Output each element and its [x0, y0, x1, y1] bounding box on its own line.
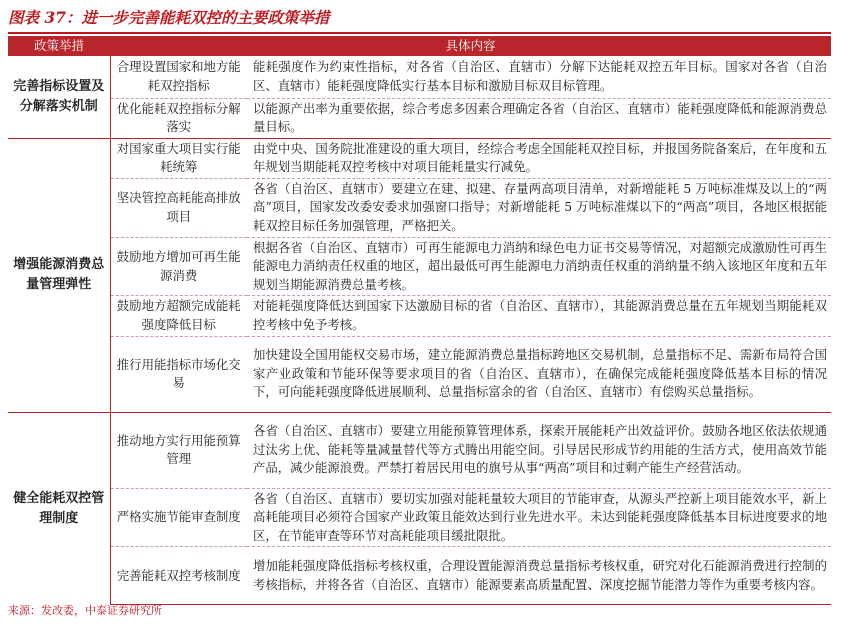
measure-cell: 鼓励地方增加可再生能源消费	[110, 237, 247, 296]
content-cell: 以能源产出率为重要依据，综合考虑多因素合理确定各省（自治区、直辖市）能耗强度降低和能源消费总量目标。	[247, 98, 831, 138]
source-note: 来源：发改委，中泰证券研究所	[8, 604, 162, 617]
table-row	[8, 178, 831, 237]
measure-cell: 对国家重大项目实行能耗统筹	[110, 138, 247, 178]
table-header-row	[8, 36, 831, 56]
measure-cell: 推动地方实行用能预算管理	[110, 412, 247, 488]
content-cell: 由党中央、国务院批准建设的重大项目，经综合考虑全国能耗双控目标，并报国务院备案后，在年度和五年规划当期能耗双控考核中对项目能耗量实行减免。	[247, 138, 831, 178]
policy-table	[8, 36, 831, 605]
content-cell: 各省（自治区、直辖市）要建立用能预算管理体系，探索开展能耗产出效益评价。鼓励各地区依法依规通过汰劣上优、能耗等量减量替代等方式腾出用能空间。引导居民形成节约用能的生活方式，使用高效节能产品，减少能源浪费。严禁打着居民用电的旗号从事“两高”项目和过剩产能生产经营活动。	[247, 412, 831, 488]
table-row	[8, 336, 831, 412]
measure-cell: 鼓励地方超额完成能耗强度降低目标	[110, 296, 247, 336]
category-cell: 健全能耗双控管理制度	[8, 412, 110, 605]
table-row	[8, 138, 831, 178]
header-content: 具体内容	[110, 36, 831, 56]
table-row	[8, 296, 831, 336]
table-row	[8, 237, 831, 296]
measure-cell: 完善能耗双控考核制度	[110, 547, 247, 605]
table-row	[8, 547, 831, 605]
chart-title: 图表 37：进一步完善能耗双控的主要政策举措	[8, 8, 330, 27]
content-cell: 增加能耗强度降低指标考核权重，合理设置能源消费总量指标考核权重，研究对化石能源消费进行控制的考核指标，并将各省（自治区、直辖市）能源要素高质量配置、深度挖掘节能潜力等作为重要考核内容。	[247, 547, 831, 605]
table-row	[8, 412, 831, 488]
table-row	[8, 56, 831, 98]
measure-cell: 坚决管控高耗能高排放项目	[110, 178, 247, 237]
measure-cell: 推行用能指标市场化交易	[110, 336, 247, 412]
table-row	[8, 98, 831, 138]
measure-cell: 优化能耗双控指标分解落实	[110, 98, 247, 138]
content-cell: 根据各省（自治区、直辖市）可再生能源电力消纳和绿色电力证书交易等情况，对超额完成激励性可再生能源电力消纳责任权重的地区，超出最低可再生能源电力消纳责任权重的消纳量不纳入该地区年度和五年规划当期能源消费总量考核。	[247, 237, 831, 296]
measure-cell: 合理设置国家和地方能耗双控指标	[110, 56, 247, 98]
header-measure: 政策举措	[8, 36, 110, 56]
measure-cell: 严格实施节能审查制度	[110, 488, 247, 547]
content-cell: 加快建设全国用能权交易市场，建立能源消费总量指标跨地区交易机制，总量指标不足、需新布局符合国家产业政策和节能环保等要求项目的省（自治区、直辖市），在确保完成能耗强度降低基本目标的情况下，可向能耗强度降低进展顺利、总量指标富余的省（自治区、直辖市）有偿购买总量指标。	[247, 336, 831, 412]
content-cell: 能耗强度作为约束性指标，对各省（自治区、直辖市）分解下达能耗双控五年目标。国家对各省（自治区、直辖市）能耗强度降低实行基本目标和激励目标双目标管理。	[253, 59, 828, 93]
category-cell: 完善指标设置及分解落实机制	[8, 56, 110, 138]
table-row	[8, 488, 831, 547]
content-cell: 各省（自治区、直辖市）要建立在建、拟建、存量两高项目清单，对新增能耗 5 万吨标准煤及以上的“两高”项目，国家发改委安委求加强窗口指导；对新增能耗 5 万吨标准煤以下的“两高”项目，各地区根据能耗双控目标任务加强管理，严格把关。	[247, 178, 831, 237]
title-divider	[8, 32, 831, 34]
content-cell: 对能耗强度降低达到国家下达激励目标的省（自治区、直辖市），其能源消费总量在五年规划当期能耗双控考核中免予考核。	[247, 296, 831, 336]
content-cell: 各省（自治区、直辖市）要切实加强对能耗量较大项目的节能审查，从源头严控新上项目能效水平，新上高耗能项目必须符合国家产业政策且能效达到行业先进水平。未达到能耗强度降低基本目标进度要求的地区，在节能审查等环节对高耗能项目缓批限批。	[247, 488, 831, 547]
category-cell: 增强能源消费总量管理弹性	[8, 138, 110, 412]
